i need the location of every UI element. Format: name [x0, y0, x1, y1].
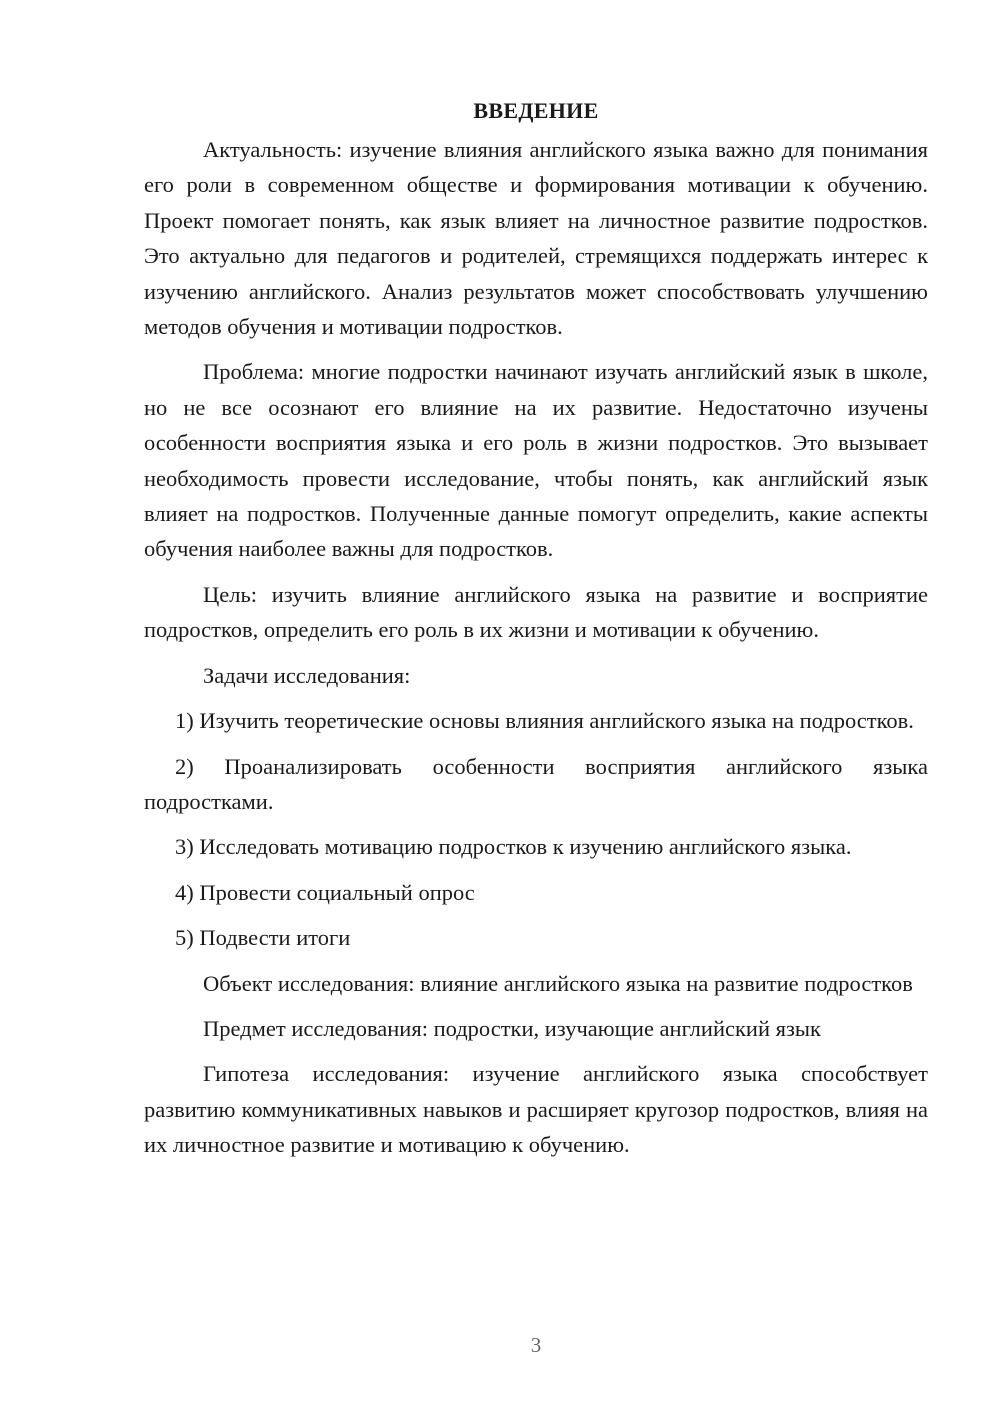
task-item-2: 2) Проанализировать особенности восприятия английского языка подростками.: [144, 753, 928, 814]
task-item-4: 4) Провести социальный опрос: [175, 879, 475, 905]
object-paragraph: Объект исследования: влияние английского языка на развитие подростков: [203, 970, 913, 996]
subject-paragraph: Предмет исследования: подростки, изучающие английский язык: [203, 1015, 821, 1041]
goal-paragraph: Цель: изучить влияние английского языка на развитие и восприятие подростков, определить его роль в их жизни и мотивации к обучению.: [144, 581, 928, 643]
hypothesis-paragraph: Гипотеза исследования: изучение английского языка способствует развитию коммуникативных навыков и расширяет кругозор подростков, влияя на их личностное развитие и мотивацию к обучению.: [144, 1061, 928, 1158]
page-number: 3: [530, 1333, 542, 1357]
section-heading: ВВЕДЕНИЕ: [473, 98, 599, 123]
task-item-5: 5) Подвести итоги: [175, 925, 351, 951]
task-item-1: 1) Изучить теоретические основы влияния английского языка на подростков.: [175, 708, 914, 734]
tasks-heading: Задачи исследования:: [203, 662, 411, 688]
document-page: [144, 96, 928, 1173]
problem-paragraph: Проблема: многие подростки начинают изучать английский язык в школе, но не все осознают его влияние на их развитие. Недостаточно изучены особенности восприятия языка и его роль в жизни подростков. Это вызывает необходимость провести исследование, чтобы понять, как английский язык влияет на подростков. Полученные данные помогут определить, какие аспекты обучения наиболее важны для подростков.: [144, 359, 928, 562]
task-item-3: 3) Исследовать мотивацию подростков к изучению английского языка.: [175, 834, 852, 860]
relevance-paragraph: Актуальность: изучение влияния английского языка важно для понимания его роли в современном обществе и формирования мотивации к обучению. Проект помогает понять, как язык влияет на личностное развитие подростков. Это актуально для педагогов и родителей, стремящихся поддержать интерес к изучению английского. Анализ результатов может способствовать улучшению методов обучения и мотивации подростков.: [144, 137, 928, 340]
